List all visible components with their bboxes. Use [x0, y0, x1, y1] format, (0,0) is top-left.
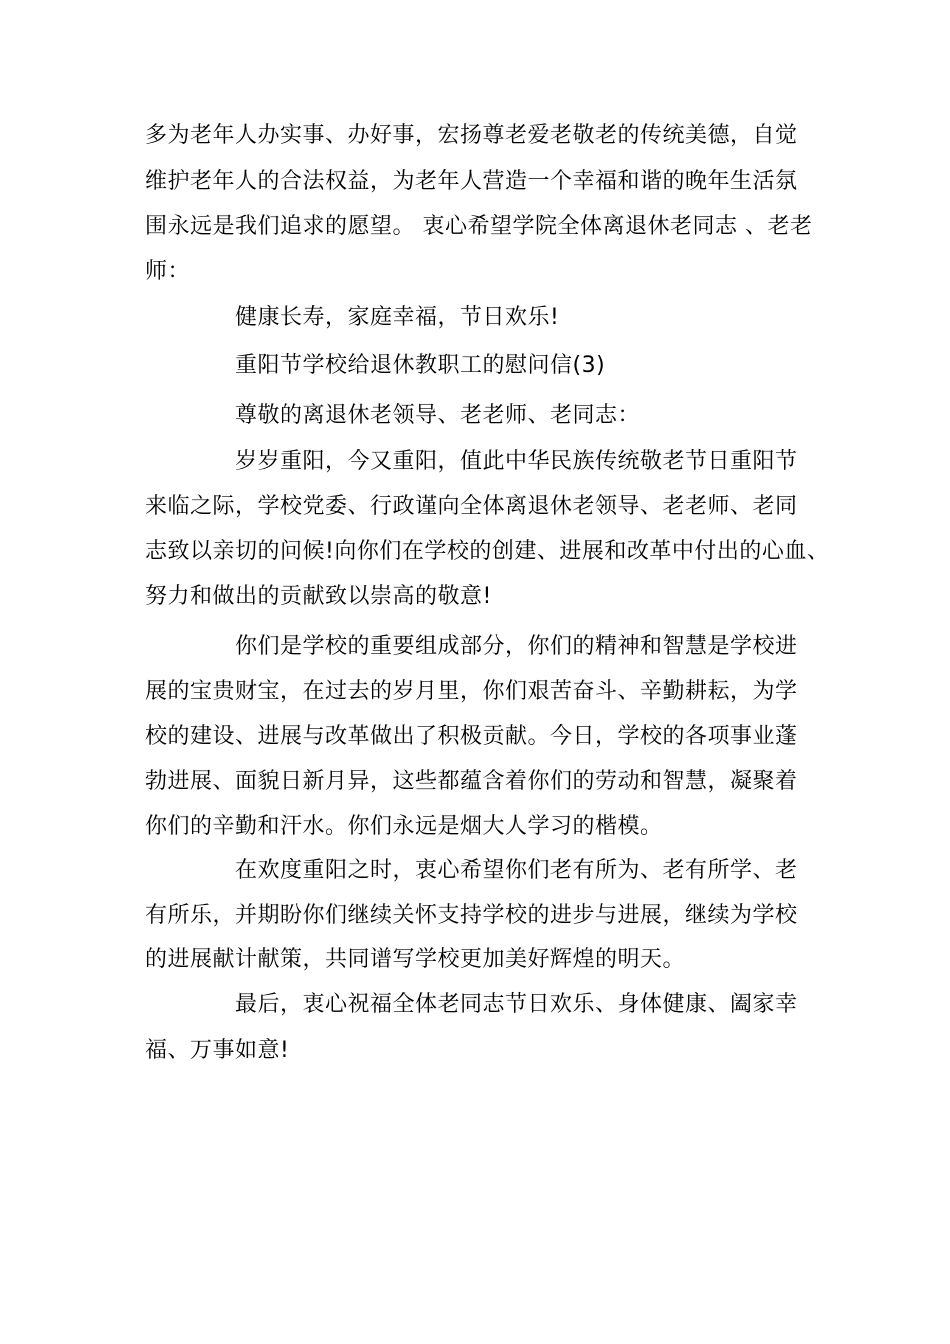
text-line: 最后，衷心祝福全体老同志节日欢乐、身体健康、阖家幸 — [235, 992, 798, 1017]
text-line: 的进展献计献策，共同谱写学校更加美好辉煌的明天。 — [145, 947, 686, 972]
section-heading: 重阳节学校给退休教职工的慰问信(3) — [235, 353, 606, 378]
text-line: 你们的辛勤和汗水。你们永远是烟大人学习的楷模。 — [145, 814, 663, 839]
text-line: 你们是学校的重要组成部分，你们的精神和智慧是学校进 — [235, 634, 798, 659]
text-line: 在欢度重阳之时，衷心希望你们老有所为、老有所学、老 — [235, 858, 798, 883]
text-line: 有所乐，并期盼你们继续关怀支持学校的进步与进展，继续为学校 — [145, 903, 798, 928]
text-line: 努力和做出的贡献致以崇高的敬意! — [145, 584, 492, 609]
salutation: 尊敬的离退休老领导、老老师、老同志： — [235, 403, 641, 428]
text-line: 校的建设、进展与改革做出了积极贡献。今日，学校的各项事业蓬 — [145, 724, 798, 749]
text-line: 维护老年人的合法权益，为老年人营造一个幸福和谐的晚年生活氛 — [145, 169, 798, 194]
text-line: 多为老年人办实事、办好事，宏扬尊老爱老敬老的传统美德，自觉 — [145, 123, 798, 148]
text-line: 勃进展、面貌日新月异，这些都蕴含着你们的劳动和智慧，凝聚着 — [145, 769, 798, 794]
text-line: 志致以亲切的问候!向你们在学校的创建、进展和改革中付出的心血、 — [145, 539, 830, 564]
text-line: 展的宝贵财宝，在过去的岁月里，你们艰苦奋斗、辛勤耕耘，为学 — [145, 679, 798, 704]
text-line: 围永远是我们追求的愿望。 衷心希望学院全体离退休老同志 、老老 — [145, 214, 813, 239]
text-line: 师： — [145, 259, 191, 284]
text-line: 福、万事如意! — [145, 1038, 290, 1063]
text-line: 岁岁重阳，今又重阳，值此中华民族传统敬老节日重阳节 — [235, 449, 798, 474]
text-line: 健康长寿，家庭幸福，节日欢乐! — [235, 305, 560, 330]
text-line: 来临之际，学校党委、行政谨向全体离退休老领导、老老师、老同 — [145, 494, 798, 519]
